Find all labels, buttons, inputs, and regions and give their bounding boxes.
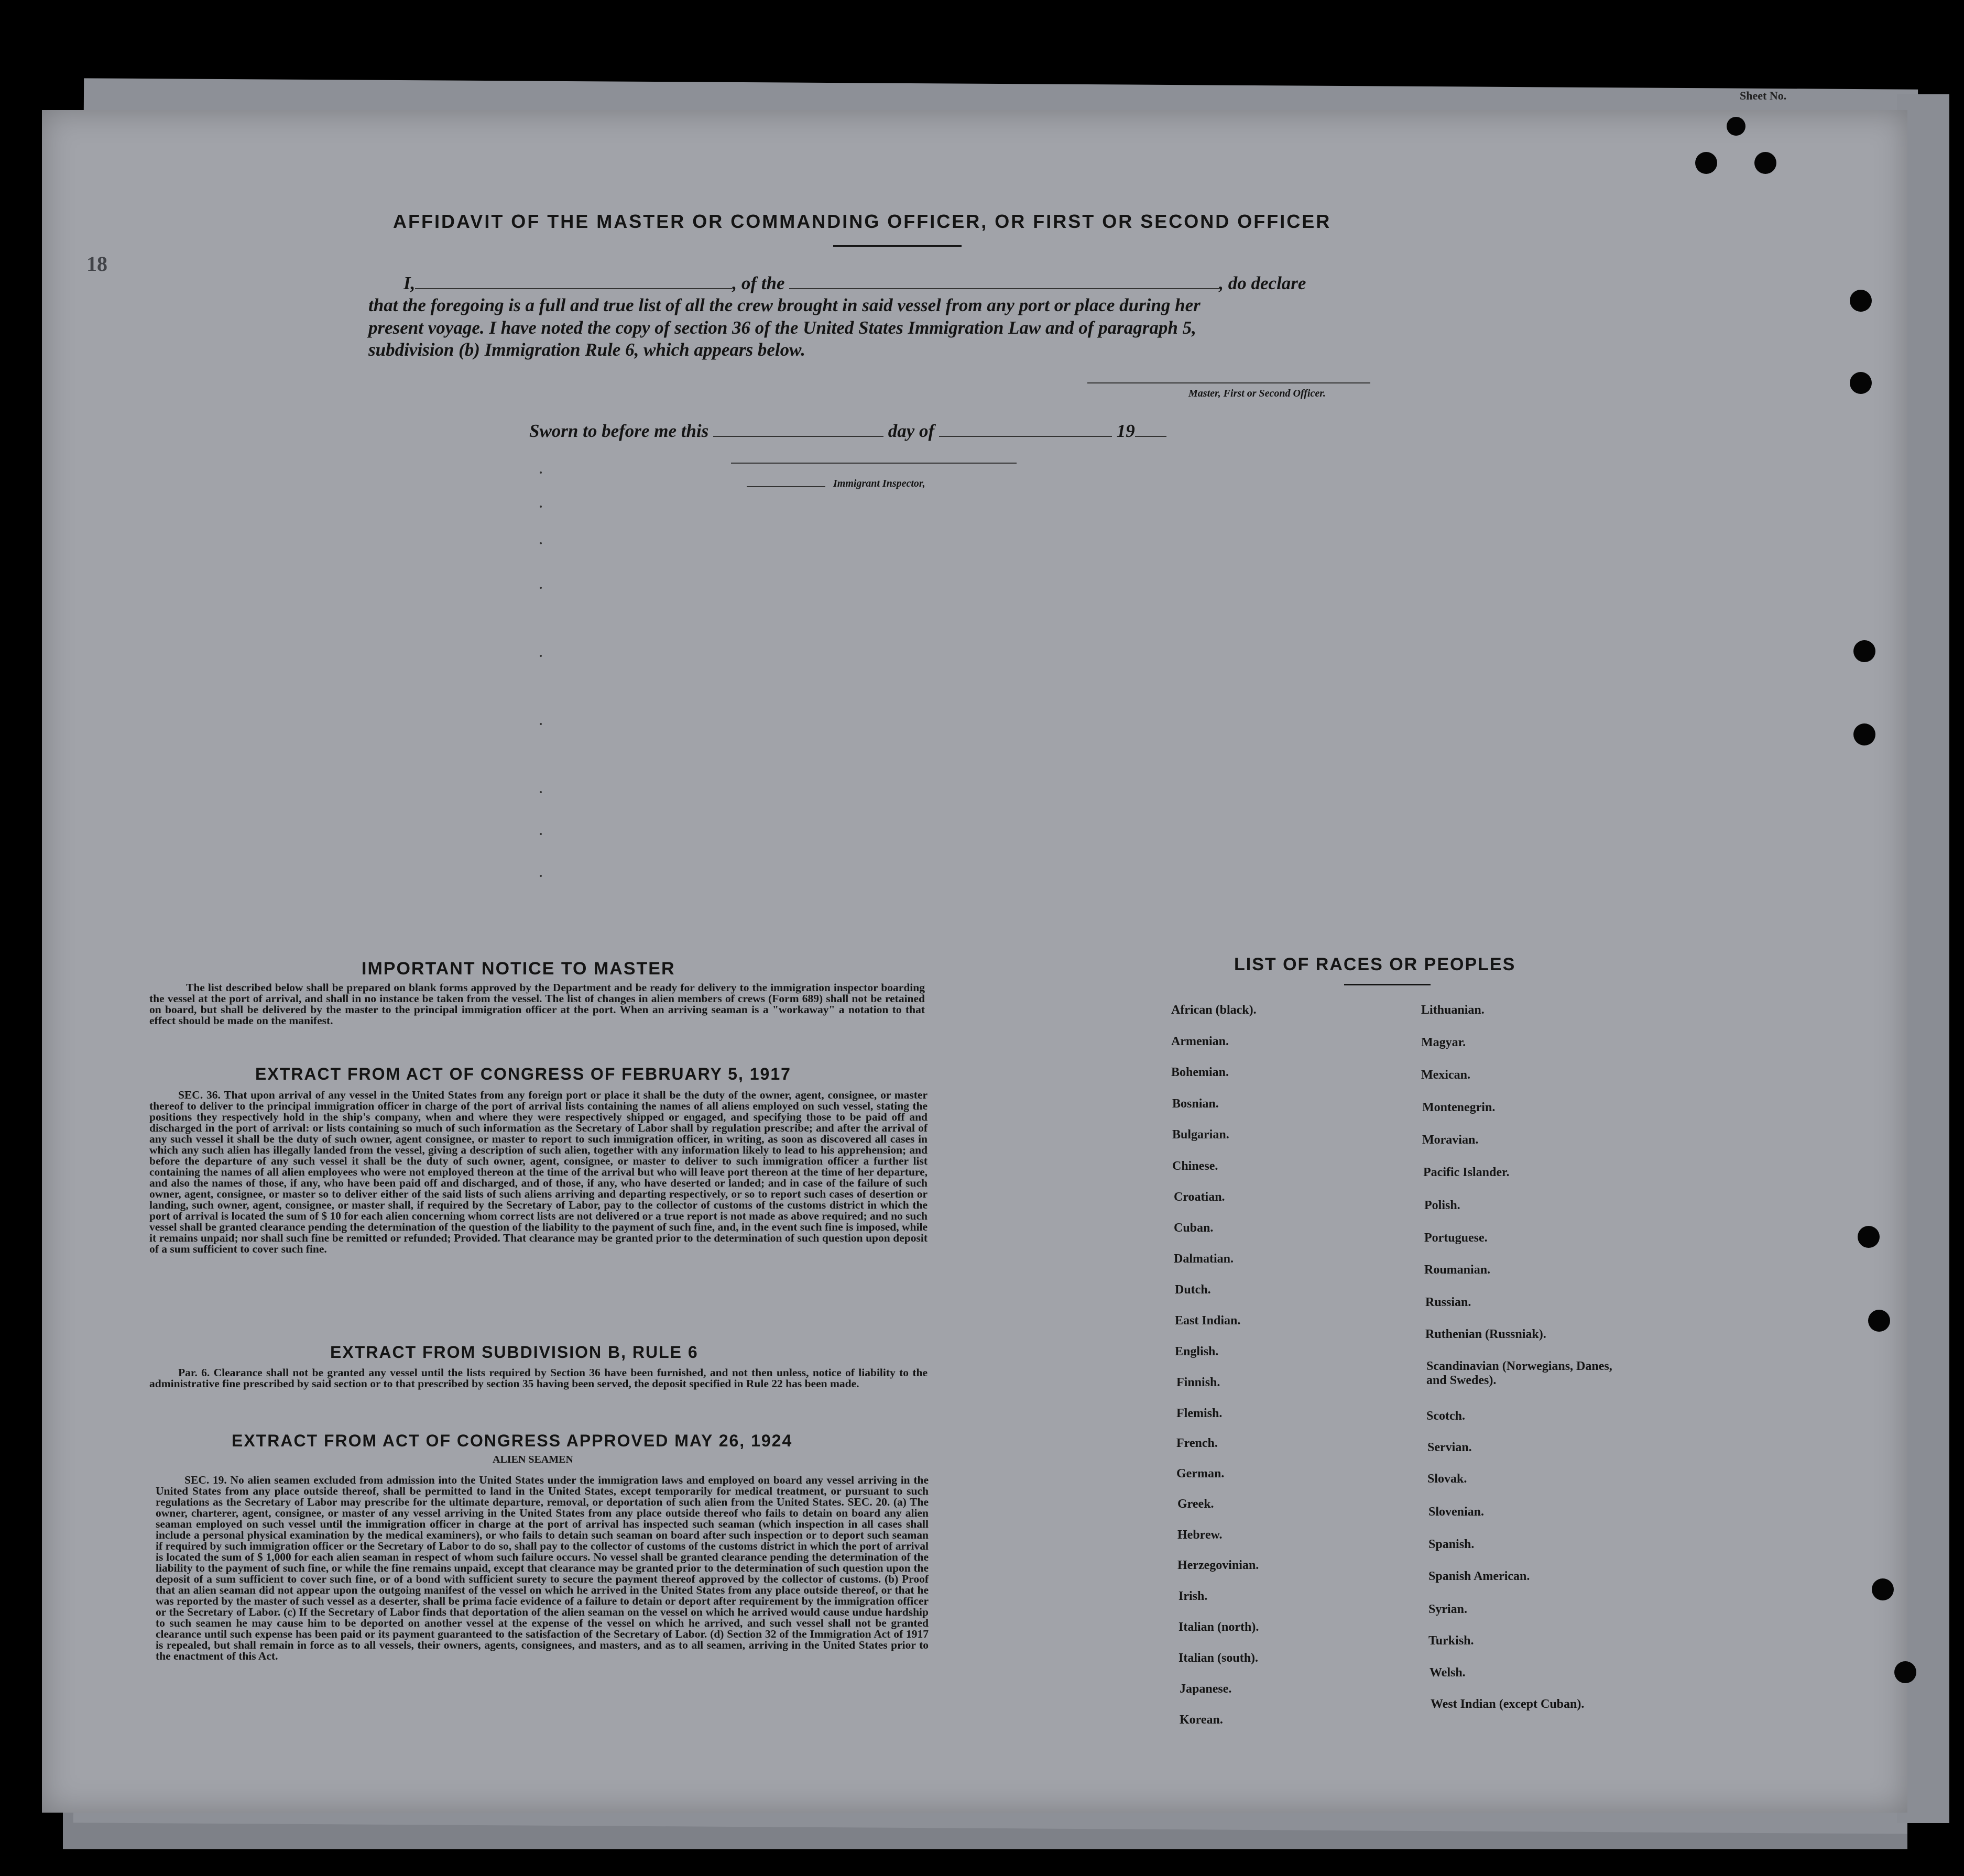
race-item: Japanese. bbox=[1180, 1682, 1232, 1696]
binder-hole bbox=[1868, 1310, 1890, 1332]
race-item: Syrian. bbox=[1428, 1603, 1468, 1616]
race-item: Mexican. bbox=[1421, 1068, 1470, 1082]
sworn-day-blank[interactable] bbox=[713, 420, 883, 437]
sworn-line bbox=[529, 419, 1166, 443]
bleed-dot bbox=[540, 587, 542, 589]
race-item: Slovak. bbox=[1427, 1472, 1467, 1486]
notice-text: The list described below shall be prepared on blank forms approved by the Department and be ready for delivery to the immigration inspector boarding the vessel at the port of arrival, and shall in no instance be taken from the vessel. The list of changes in alien members of crews (Form 689) shall not be retained on board, but shall be delivered by the master to the principal immigration officer at the port. When an arriving seaman is a "workaway" a notation to that effect should be made on the manifest. bbox=[149, 981, 925, 1027]
affidavit-line-3: present voyage. I have noted the copy of section 36 of the United States Immigration Law and of paragraph 5, bbox=[368, 317, 1196, 338]
race-item: Spanish American. bbox=[1428, 1570, 1530, 1583]
sworn-year-blank[interactable] bbox=[1135, 420, 1166, 437]
day-of-text: day of bbox=[888, 421, 935, 441]
extract-1917-text: SEC. 36. That upon arrival of any vessel in the United States from any foreign port or place it shall be the duty of the owner, agent, consignee, or master thereof to deliver to the principal immigration officer in charge of the port of arrival lists containing the names of all aliens employed on such vessel, stating the positions they respectively hold in the ship's company, when and where they were respectively shipped or engaged, and specifying those to be paid off and discharged in the port of arrival: or lists containing so much of such information as the Secretary of Labor shall by regulation prescribe; and after the arrival of any such vessel it shall be the duty of such owner, agent consignee, or master to report to such immigration officer, in writing, as soon as discovered all cases in which any such alien has illegally landed from the vessel, giving a description of such alien, together with any information likely to lead to his apprehension; and before the departure of any such vessel it shall be the duty of such owner, agent, consignee, or master to deliver to such immigration officer a further list containing the names of all alien employees who were not employed thereon at the time of the arrival but who will leave port thereon at the time of her departure, and also the names of those, if any, who have been paid off and discharged, and of those, if any, who have deserted or landed; and in case of the failure of such owner, agent, consignee, or master so to deliver either of the said lists of such aliens arriving and departing respectively, or so to report such cases of desertion or landing, such owner, agent, consignee, or master shall, if required by the Secretary of Labor, pay to the collector of customs of the customs district in which the port of arrival is located the sum of $ 10 for each alien concerning whom correct lists are not delivered or a true report is not made as above required; and no such vessel shall be granted clearance pending the determination of the question of the liability to the payment of such fine, and, in the event such fine is imposed, while it remains unpaid; nor shall such fine be remitted or refunded; Provided. That clearance may be granted prior to the determination of such question upon deposit of a sum sufficient to cover such fine. bbox=[149, 1089, 928, 1255]
race-item: Pacific Islander. bbox=[1423, 1166, 1510, 1179]
alien-seamen-subtitle: ALIEN SEAMEN bbox=[493, 1454, 573, 1465]
race-item: Ruthenian (Russniak). bbox=[1425, 1328, 1546, 1341]
margin-number: 18 bbox=[86, 252, 107, 276]
sworn-month-blank[interactable] bbox=[939, 420, 1112, 437]
binder-hole bbox=[1850, 290, 1872, 312]
race-item: Croatian. bbox=[1174, 1190, 1225, 1204]
race-item: Cuban. bbox=[1174, 1221, 1214, 1235]
race-item: Roumanian. bbox=[1424, 1263, 1491, 1277]
races-title-underline bbox=[1344, 984, 1431, 985]
race-item: Armenian. bbox=[1171, 1035, 1229, 1048]
binder-hole bbox=[1695, 152, 1717, 174]
race-item: Bohemian. bbox=[1171, 1066, 1229, 1079]
inspector-short-line bbox=[747, 486, 825, 487]
extract-1917-title: EXTRACT FROM ACT OF CONGRESS OF FEBRUARY 5, 1917 bbox=[255, 1065, 791, 1083]
bleed-dot bbox=[540, 723, 542, 725]
race-item: Hebrew. bbox=[1177, 1528, 1223, 1542]
race-item: Dalmatian. bbox=[1174, 1252, 1234, 1266]
race-item: French. bbox=[1176, 1436, 1218, 1450]
race-item: West Indian (except Cuban). bbox=[1431, 1697, 1585, 1711]
text-i: I, bbox=[403, 273, 416, 293]
race-item: Magyar. bbox=[1421, 1036, 1466, 1049]
race-item: German. bbox=[1176, 1467, 1225, 1480]
bleed-dot bbox=[540, 875, 542, 877]
affidavit-title: AFFIDAVIT OF THE MASTER OR COMMANDING OFFICER, OR FIRST OR SECOND OFFICER bbox=[393, 211, 1332, 232]
binder-hole bbox=[1853, 640, 1875, 662]
bleed-dot bbox=[540, 833, 542, 835]
rule-6-title: EXTRACT FROM SUBDIVISION B, RULE 6 bbox=[330, 1343, 699, 1362]
race-item: Greek. bbox=[1177, 1497, 1214, 1511]
race-item: Irish. bbox=[1179, 1589, 1208, 1603]
race-item: Italian (north). bbox=[1179, 1620, 1259, 1634]
sheet-number-label: Sheet No. bbox=[1740, 89, 1787, 102]
rule-6-text: Par. 6. Clearance shall not be granted any vessel until the lists required by Section 36 have been furnished, and not then unless, notice of liability to the administrative fine prescribed by said section or to that prescribed by section 35 having been served, the deposit specified in Rule 22 has been made. bbox=[149, 1366, 928, 1390]
binder-hole bbox=[1850, 372, 1872, 394]
race-item: Italian (south). bbox=[1179, 1651, 1259, 1665]
vessel-blank[interactable] bbox=[789, 272, 1219, 289]
inspector-signature-line[interactable] bbox=[731, 463, 1017, 464]
race-item: Moravian. bbox=[1422, 1133, 1479, 1147]
binder-hole bbox=[1894, 1661, 1916, 1683]
race-item: Bulgarian. bbox=[1172, 1128, 1229, 1142]
binder-hole bbox=[1727, 117, 1745, 136]
race-item: Finnish. bbox=[1176, 1376, 1220, 1389]
bleed-dot bbox=[540, 655, 542, 657]
binder-hole bbox=[1754, 152, 1776, 174]
text-of-the: , of the bbox=[732, 273, 785, 293]
name-blank[interactable] bbox=[415, 272, 732, 289]
notice-title: IMPORTANT NOTICE TO MASTER bbox=[362, 959, 675, 979]
races-title: LIST OF RACES OR PEOPLES bbox=[1234, 955, 1516, 974]
race-item: Korean. bbox=[1180, 1713, 1223, 1727]
text-do-declare: , do declare bbox=[1219, 273, 1306, 293]
master-signature-line[interactable] bbox=[1087, 382, 1370, 383]
affidavit-line-2: that the foregoing is a full and true list of all the crew brought in said vessel from any port or place during her bbox=[368, 295, 1201, 315]
race-item: Servian. bbox=[1427, 1441, 1472, 1454]
race-item: Portuguese. bbox=[1424, 1231, 1488, 1245]
race-item: Bosnian. bbox=[1172, 1097, 1219, 1111]
affidavit-line-4: subdivision (b) Immigration Rule 6, which appears below. bbox=[368, 339, 805, 360]
sworn-text: Sworn to before me this bbox=[529, 421, 709, 441]
title-underline bbox=[833, 245, 962, 247]
race-item: Scotch. bbox=[1426, 1409, 1465, 1423]
inspector-label: Immigrant Inspector, bbox=[833, 478, 925, 489]
bleed-dot bbox=[540, 471, 542, 474]
binder-hole bbox=[1858, 1226, 1880, 1248]
binder-hole bbox=[1853, 723, 1875, 745]
master-signature-label: Master, First or Second Officer. bbox=[1188, 388, 1326, 399]
race-item: Polish. bbox=[1424, 1199, 1460, 1212]
race-item: Scandinavian (Norwegians, Danes, and Swedes). bbox=[1426, 1359, 1612, 1387]
bleed-dot bbox=[540, 506, 542, 508]
race-item: Welsh. bbox=[1430, 1666, 1466, 1680]
year-prefix: 19 bbox=[1116, 421, 1135, 441]
race-item: Slovenian. bbox=[1428, 1505, 1485, 1519]
race-item: African (black). bbox=[1171, 1003, 1257, 1017]
race-item: Spanish. bbox=[1428, 1538, 1475, 1551]
race-item: Lithuanian. bbox=[1421, 1003, 1485, 1017]
extract-1924-title: EXTRACT FROM ACT OF CONGRESS APPROVED MAY 26, 1924 bbox=[232, 1431, 793, 1450]
race-item: Flemish. bbox=[1176, 1407, 1223, 1420]
race-item: Montenegrin. bbox=[1422, 1101, 1496, 1114]
race-item: Russian. bbox=[1425, 1296, 1471, 1309]
affidavit-line-1 bbox=[403, 271, 1306, 295]
race-item: Dutch. bbox=[1175, 1283, 1211, 1297]
race-item: East Indian. bbox=[1175, 1314, 1241, 1328]
extract-1924-text: SEC. 19. No alien seamen excluded from admission into the United States under the immigration laws and employed on board any vessel arriving in the United States from any place outside thereof, shall be permitted to land in the United States, except temporarily for medical treatment, or pursuant to such regulations as the Secretary of Labor may prescribe for the ultimate departure, removal, or deportation of such alien from the United States. SEC. 20. (a) The owner, charterer, agent, consignee, or master of any vessel arriving in the United States from any place outside thereof who fails to detain on board any alien seaman employed on such vessel until the immigration officer in charge at the port of arrival has inspected such seaman (which inspection in all cases shall include a personal physical examination by the medical examiners), or who fails to detain such seaman on board after such inspection or to deport such seaman if required by such immigration officer or the Secretary of Labor to do so, shall pay to the collector of customs of the customs district in which the port of arrival is located the sum of $ 1,000 for each alien seaman in respect of whom such failure occurs. No vessel shall be granted clearance pending the determination of the liability to the payment of such fine, or while the fine remains unpaid, except that clearance may be granted prior to the determination of such question upon the deposit of a sum sufficient to cover such fine, or of a bond with sufficient surety to secure the payment thereof approved by the collector of customs. (b) Proof that an alien seaman did not appear upon the outgoing manifest of the vessel on which he arrived in the United States from any place outside thereof, or that he was reported by the master of such vessel as a deserter, shall be prima facie evidence of a failure to detain or deport after requirement by the immigration officer or the Secretary of Labor. (c) If the Secretary of Labor finds that deportation of the alien seaman on the vessel on which he arrived would cause undue hardship to such seamen he may cause him to be deported on another vessel at the expense of the vessel on which he arrived, and such vessel shall not be granted clearance until such expense has been paid or its payment guaranteed to the satisfaction of the Secretary of Labor. (d) Section 32 of the Immigration Act of 1917 is repealed, but shall remain in force as to all vessels, their owners, agents, consignees, and masters, and as to all seamen, arriving in the United States prior to the enactment of this Act. bbox=[156, 1474, 929, 1662]
bleed-dot bbox=[540, 542, 542, 544]
race-item: Turkish. bbox=[1428, 1634, 1474, 1648]
bleed-dot bbox=[540, 791, 542, 793]
race-item: English. bbox=[1175, 1345, 1219, 1358]
race-item: Chinese. bbox=[1172, 1159, 1218, 1173]
binder-hole bbox=[1872, 1578, 1894, 1600]
race-item: Herzegovinian. bbox=[1177, 1559, 1259, 1572]
